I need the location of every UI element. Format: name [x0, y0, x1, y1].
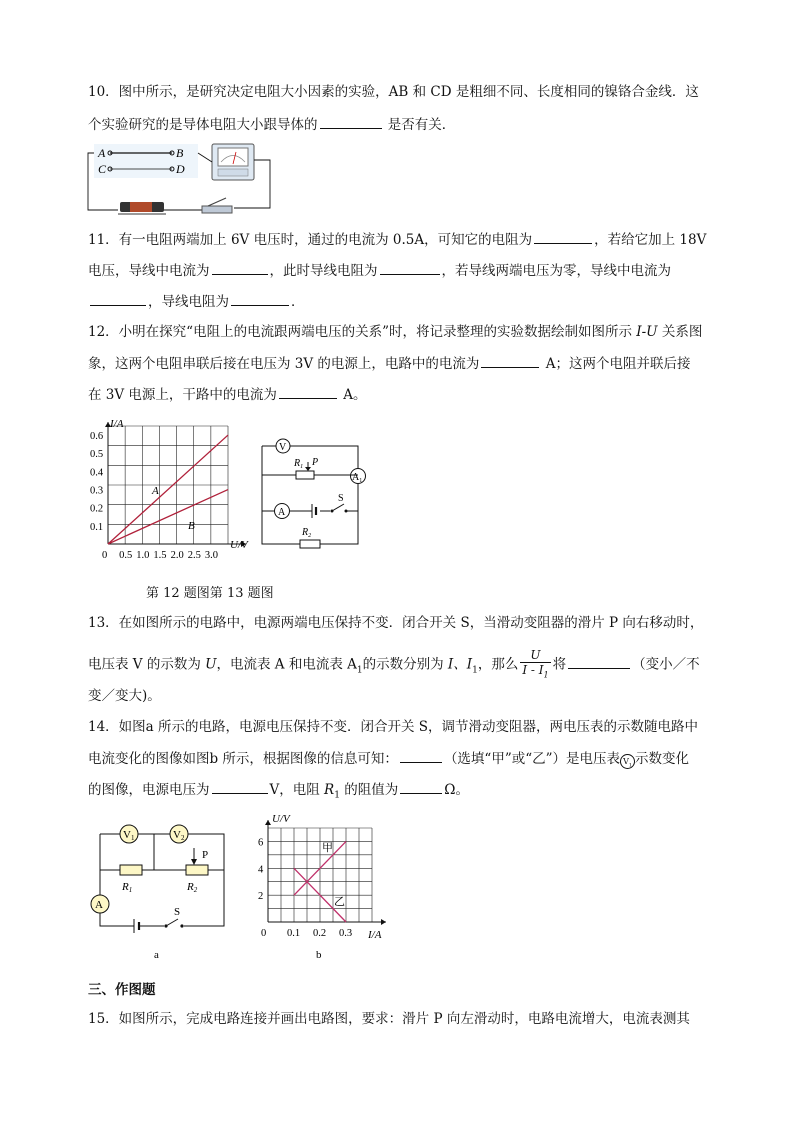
answer-blank[interactable]: [400, 748, 442, 763]
q12-chart: [84, 414, 254, 578]
x-axis-arrow: [381, 919, 386, 925]
q13-line1: 13．在如图所示的电路中，电源两端电压保持不变．闭合开关 S，当滑动变阻器的滑片 P 向右移动时，: [88, 615, 704, 631]
y-tick-label: 0.3: [90, 485, 104, 497]
q14-circuit-a: [86, 818, 236, 967]
q12-line2: 象，这两个电阻串联后接在电压为 3V 的电源上，电路中的电流为 A；这两个电阻并联后接: [88, 353, 690, 374]
answer-blank[interactable]: [90, 291, 146, 306]
caption-b: b: [316, 949, 322, 960]
section-heading: 三、作图题: [88, 982, 156, 998]
answer-blank[interactable]: [568, 654, 630, 669]
caption-a: a: [154, 949, 159, 961]
q14-line3: 的图像，电源电压为 V，电阻 $R_1$ 的阻值为 Ω。: [88, 779, 469, 806]
x-tick-label: 0.1: [287, 928, 301, 939]
q11-line2: 电压，导线中电流为 ，此时导线电阻为 ，若导线两端电压为零，导线中电流为: [88, 260, 671, 281]
y-tick-label: 6: [258, 837, 264, 849]
x-tick-label: 3.0: [204, 550, 218, 561]
y-tick-label: 0.2: [90, 503, 104, 515]
label-a: A: [98, 146, 106, 160]
x-tick-label: 0: [261, 928, 267, 939]
series-label-a: A: [152, 485, 159, 497]
ammeter-a: A: [278, 507, 286, 518]
q13-line3: 变／变大)。: [88, 688, 161, 704]
y-axis-label: I/A: [110, 418, 124, 430]
label-r1: R1: [122, 881, 133, 894]
q14-line1: 14．如图a 所示的电路，电源电压保持不变．闭合开关 S，调节滑动变阻器，两电压表的示数随电路中: [88, 719, 699, 735]
voltmeter-v1: V1: [123, 829, 135, 842]
x-axis-label: U/V: [230, 539, 248, 551]
series-label-b: B: [188, 520, 195, 532]
x-tick-label: 0: [102, 550, 108, 561]
fig-caption-12-13: 第 12 题图第 13 题图: [146, 586, 274, 601]
y-axis-label: U/V: [272, 813, 290, 825]
q15-line1: 15．如图所示，完成电路连接并画出电路图，要求：滑片 P 向左滑动时，电路电流增大，电流表测其: [88, 1011, 690, 1027]
q12-line1: 12．小明在探究“电阻上的电流跟两端电压的关系”时，将记录整理的实验数据绘制如图所示 I-U 关系图: [88, 324, 703, 340]
answer-blank[interactable]: [279, 384, 337, 399]
v1-circle-icon: $V_1$: [620, 754, 635, 769]
label-r2: R2: [187, 881, 198, 894]
answer-blank[interactable]: [320, 114, 382, 129]
answer-blank[interactable]: [231, 291, 289, 306]
label-d: D: [176, 162, 185, 176]
label-p: P: [312, 457, 319, 468]
answer-blank[interactable]: [400, 779, 442, 794]
x-tick-label: 0.5: [119, 550, 133, 561]
q13-circuit: [258, 434, 378, 556]
q10-figure: [84, 140, 284, 219]
q10-line1: 10．图中所示，是研究决定电阻大小因素的实验，AB 和 CD 是粗细不同、长度相同的镍铬合金线．这: [88, 84, 699, 100]
label-r2: $R_2$: [302, 527, 312, 539]
q11-line3: ，导线电阻为 ．: [88, 291, 305, 312]
y-tick-label: 2: [258, 891, 264, 903]
series-line-2: [108, 490, 228, 544]
x-tick-label: 0.3: [339, 928, 353, 939]
label-b: B: [176, 146, 184, 160]
y-tick-label: 4: [258, 864, 264, 876]
y-axis-arrow: [265, 820, 271, 825]
y-tick-label: 0.4: [90, 467, 104, 479]
voltmeter-v: V: [279, 442, 287, 453]
q14-chart-b: [250, 810, 400, 964]
label-r1: $R_1$: [294, 458, 304, 470]
series-label-yi: 乙: [334, 896, 345, 908]
y-tick-label: 0.1: [90, 521, 104, 533]
q10-line2: 个实验研究的是导体电阻大小跟导体的 是否有关．: [88, 114, 455, 135]
ammeter-a: A: [95, 899, 103, 911]
label-s: S: [174, 906, 181, 918]
fraction: $\frac{U}{I - I_1}$: [522, 648, 549, 680]
x-tick-label: 1.5: [153, 550, 167, 561]
answer-blank[interactable]: [380, 260, 440, 275]
label-p: P: [202, 849, 209, 861]
voltmeter-v2: V2: [173, 829, 185, 842]
label-c: C: [98, 162, 107, 176]
ammeter-a1: $A_1$: [352, 472, 363, 484]
x-axis-label: I/A: [368, 929, 382, 941]
x-tick-label: 2.0: [170, 550, 184, 561]
series-line-1: [108, 435, 228, 544]
q13-line2: 电压表 V 的示数为 U，电流表 A 和电流表 $A_1$的示数分别为 I、$I_1$，那么 $\frac{U}{I - I_1}$ 将 （变小／不: [88, 648, 700, 683]
q12-line3: 在 3V 电源上，干路中的电流为 A。: [88, 384, 366, 405]
q14-line2: 电流变化的图像如图b 所示，根据图像的信息可知： （选填“甲”或“乙”）是电压表 $V_1$ 示数变化: [88, 748, 689, 769]
q11-line1: 11．有一电阻两端加上 6V 电压时，通过的电流为 0.5A，可知它的电阻为 ，若给它加上 18V: [88, 229, 706, 250]
y-tick-label: 0.6: [90, 431, 104, 443]
label-s: S: [338, 493, 344, 504]
x-tick-label: 0.2: [313, 928, 327, 939]
x-tick-label: 1.0: [136, 550, 150, 561]
answer-blank[interactable]: [212, 779, 268, 794]
answer-blank[interactable]: [534, 229, 592, 244]
y-tick-label: 0.5: [90, 449, 104, 461]
answer-blank[interactable]: [212, 260, 268, 275]
answer-blank[interactable]: [481, 353, 539, 368]
series-label-jia: 甲: [322, 842, 333, 854]
x-tick-label: 2.5: [187, 550, 201, 561]
